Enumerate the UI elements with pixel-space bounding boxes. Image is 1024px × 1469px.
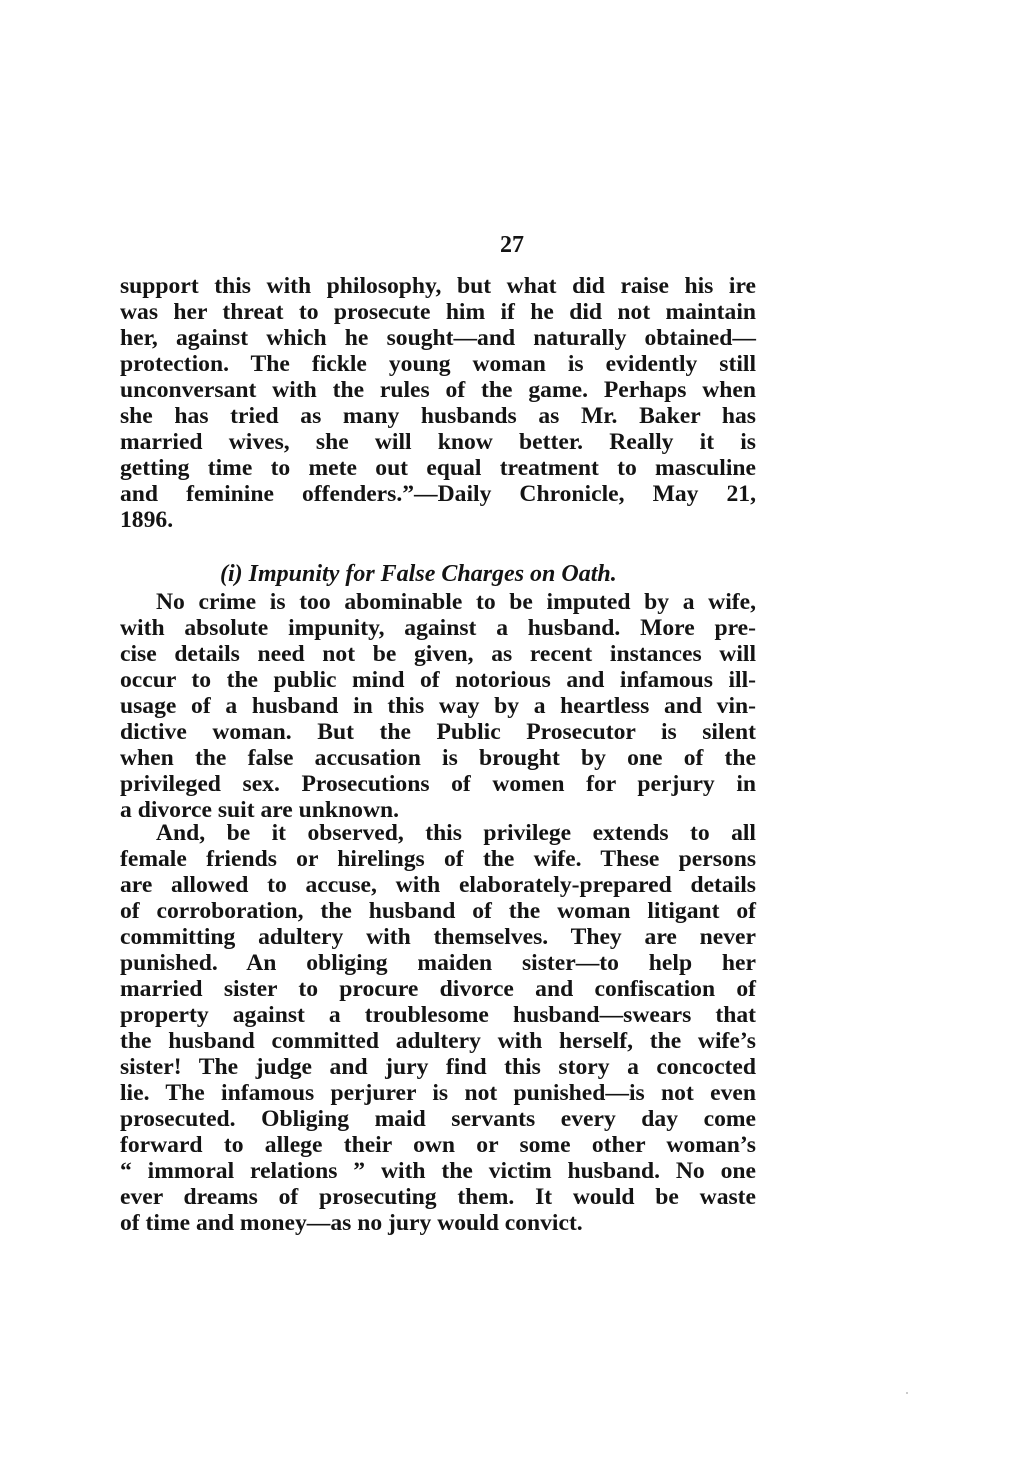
text-line: married wives, she will know better. Really it is — [120, 429, 756, 455]
text-line: prosecuted. Obliging maid servants every day come — [120, 1106, 756, 1132]
text-line: getting time to mete out equal treatment to masculine — [120, 455, 756, 481]
text-line: she has tried as many husbands as Mr. Baker has — [120, 403, 756, 429]
text-line: And, be it observed, this privilege extends to all — [156, 820, 756, 846]
text-line: cise details need not be given, as recent instances will — [120, 641, 756, 667]
text-line: usage of a husband in this way by a heartless and vin- — [120, 693, 756, 719]
text-line: of time and money—as no jury would convict. — [120, 1210, 583, 1236]
scan-speck — [906, 1392, 908, 1394]
text-line: protection. The fickle young woman is evidently still — [120, 351, 756, 377]
section-heading: (i) Impunity for False Charges on Oath. — [220, 561, 617, 587]
text-line: punished. An obliging maiden sister—to help her — [120, 950, 756, 976]
text-line: ever dreams of prosecuting them. It would be waste — [120, 1184, 756, 1210]
text-line: lie. The infamous perjurer is not punished—is not even — [120, 1080, 756, 1106]
text-line: female friends or hirelings of the wife. These persons — [120, 846, 756, 872]
paragraph-impunity — [120, 589, 756, 823]
text-line: property against a troublesome husband—swears that — [120, 1002, 756, 1028]
text-line: committing adultery with themselves. They are never — [120, 924, 756, 950]
text-line: “ immoral relations ” with the victim husband. No one — [120, 1158, 756, 1184]
text-line: unconversant with the rules of the game. Perhaps when — [120, 377, 756, 403]
page-number: 27 — [500, 232, 524, 258]
text-line: support this with philosophy, but what did raise his ire — [120, 273, 756, 299]
text-line: forward to allege their own or some other woman’s — [120, 1132, 756, 1158]
text-line: with absolute impunity, against a husband. More pre- — [120, 615, 756, 641]
text-line: 1896. — [120, 507, 174, 533]
text-line: married sister to procure divorce and confiscation of — [120, 976, 756, 1002]
text-line: was her threat to prosecute him if he did not maintain — [120, 299, 756, 325]
text-line: of corroboration, the husband of the woman litigant of — [120, 898, 756, 924]
text-line: when the false accusation is brought by one of the — [120, 745, 756, 771]
text-line: dictive woman. But the Public Prosecutor is silent — [120, 719, 756, 745]
text-line: sister! The judge and jury find this story a concocted — [120, 1054, 756, 1080]
text-line: the husband committed adultery with herself, the wife’s — [120, 1028, 756, 1054]
text-line: No crime is too abominable to be imputed by a wife, — [156, 589, 756, 615]
top-paragraph — [120, 273, 756, 533]
text-line: privileged sex. Prosecutions of women for perjury in — [120, 771, 756, 797]
text-line: a divorce suit are unknown. — [120, 797, 400, 823]
text-line: and feminine offenders.”—Daily Chronicle, May 21, — [120, 481, 756, 507]
text-line: occur to the public mind of notorious and infamous ill- — [120, 667, 756, 693]
paragraph-privilege — [120, 820, 756, 1236]
text-line: her, against which he sought—and naturally obtained— — [120, 325, 756, 351]
text-line: are allowed to accuse, with elaborately-prepared details — [120, 872, 756, 898]
